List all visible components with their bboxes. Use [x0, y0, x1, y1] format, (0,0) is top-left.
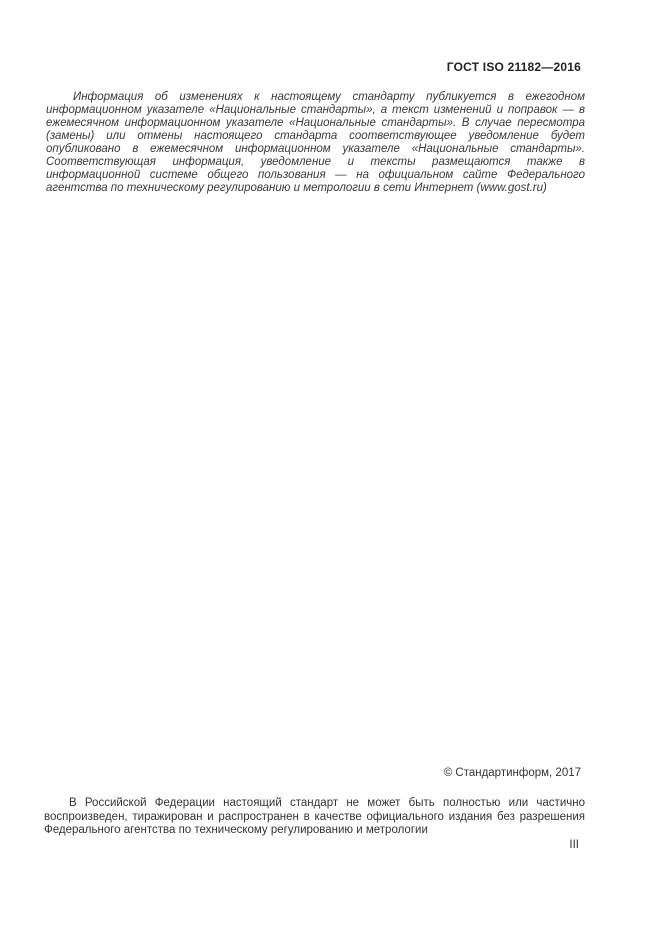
copyright-line: © Стандартинформ, 2017 — [443, 767, 581, 779]
reproduction-restriction-paragraph: В Российской Федерации настоящий стандарт не может быть полностью или частично воспроизведен, тиражирован и распространен в качестве официального издания без разрешения Федерального агентства по техническому регулированию и метрологии — [44, 797, 585, 836]
page-number: III — [569, 839, 579, 851]
amendments-notice-paragraph: Информация об изменениях к настоящему стандарту публикуется в ежегодном информационном указателе «Национальные стандарты», а текст изменений и поправок — в ежемесячном информационном указателе «Национальные стандарты». В случае пересмотра (замены) или отмены настоящего стандарта соответствующее уведомление будет опубликовано в ежемесячном информационном указателе «Национальные стандарты». Соответствующая информация, уведомление и тексты размещаются также в информационной системе общего пользования — на официальном сайте Федерального агентства по техническому регулированию и метрологии в сети Интернет (www.gost.ru) — [46, 91, 585, 194]
standard-designation-header: ГОСТ ISO 21182—2016 — [446, 60, 581, 74]
